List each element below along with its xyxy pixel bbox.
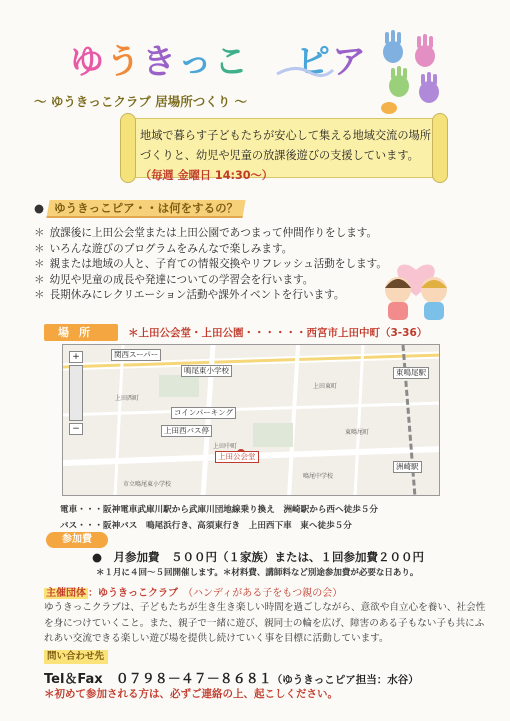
handprints-icon	[375, 30, 447, 114]
intro-scroll	[118, 112, 450, 184]
contact-label: 問い合わせ先	[44, 650, 108, 664]
intro-body: 地域で暮らす子どもたちが安心して集える地域交流の場所づくりと、幼児や児童の放課後遊びの支援しています。	[140, 129, 431, 162]
map-label-hall: 上田公会堂	[215, 451, 259, 463]
map-area-label: 市立鳴尾東小学校	[123, 481, 172, 488]
map-roads	[63, 345, 440, 496]
page-title	[70, 40, 368, 84]
fee-main-text: 月参加費 ５００円（１家族）または、１回参加費２００円	[113, 550, 425, 564]
activity-list	[34, 226, 414, 304]
map-label-supermarket: 関西スーパー	[111, 349, 161, 361]
asterisk-icon: ＊	[34, 242, 45, 255]
activity-text: いろんな遊びのプログラムをみんなで楽しみます。	[49, 242, 293, 255]
map-label-station-east: 東鳴尾駅	[393, 367, 429, 379]
intro-schedule: （毎週 金曜日 14:30～）	[140, 169, 273, 182]
activity-text: 放課後に上田公会堂または上田公園であつまって仲間作りをします。	[49, 227, 378, 239]
first-time-notice: ＊初めて参加される方は、必ずご連絡の上、起こしください。	[44, 688, 338, 700]
list-item	[34, 242, 414, 258]
organizer-label: 主催団体	[46, 588, 86, 599]
map-zoom-control[interactable]	[69, 351, 83, 437]
intro-text	[140, 126, 435, 186]
fee-label: 参加費	[46, 532, 108, 548]
activities-heading-text: ゆうきっこピア・・は何をするの？	[54, 201, 239, 215]
map-area-label: 上田中町	[213, 443, 238, 450]
organizer-note: （ハンディがある子をもつ親の会）	[188, 588, 343, 599]
subtitle: ～ ゆうきっこクラブ 居場所つくり ～	[34, 94, 248, 109]
transit-train: 電車・・・阪神電車武庫川駅から武庫川団地線乗り換え 洲崎駅から西へ徒歩５分	[60, 505, 378, 515]
transit-bus: バス・・・阪神バス 鳴尾浜行き、高須東行き 上田西下車 東へ徒歩５分	[60, 521, 352, 531]
contact-phone-line	[44, 668, 484, 687]
zoom-slider[interactable]	[69, 365, 83, 421]
fee-main	[92, 549, 425, 565]
asterisk-icon: ＊	[34, 258, 45, 271]
title-char: っ	[178, 42, 214, 82]
map-area-label: 東鳴尾町	[345, 429, 370, 436]
title-char: ゆ	[70, 42, 106, 82]
transit-info	[60, 502, 460, 534]
title-char: ピ	[296, 42, 332, 82]
title-char: き	[142, 42, 178, 82]
list-item	[34, 257, 414, 273]
organizer-line: 主催団体 ：ゆうきっこクラブ （ハンディがある子をもつ親の会）	[46, 588, 343, 599]
phone-number: Tel＆Fax ０７９８－４７－８６８１	[44, 672, 272, 687]
map-label-parking: コインパーキング	[171, 407, 236, 419]
asterisk-icon: ＊	[34, 289, 45, 302]
activity-text: 幼児や児童の成長や発達についての学習会を行います。	[49, 273, 314, 286]
activities-heading	[34, 200, 278, 218]
location-text: ＊上田公会堂・上田公園・・・・・・西宮市上田中町（3-36）	[128, 327, 428, 339]
map-label-bus-stop: 上田西バス停	[161, 425, 212, 437]
asterisk-icon: ＊	[34, 227, 45, 239]
list-item	[34, 226, 414, 242]
zoom-out-button[interactable]: −	[69, 423, 83, 435]
map-label-station-susaki: 洲崎駅	[393, 461, 422, 473]
activity-text: 長期休みにレクリエーション活動や課外イベントを行います。	[49, 289, 345, 302]
activity-text: 親または地域の人と、子育ての情報交換やリフレッシュ活動をします。	[49, 258, 388, 271]
map-label-school: 鳴尾東小学校	[181, 365, 232, 377]
location-label: 場所	[44, 324, 118, 341]
swirl-decoration-icon	[275, 62, 335, 82]
list-item	[34, 273, 414, 289]
organizer-name: ゆうきっこクラブ	[98, 588, 178, 599]
children-illustration-icon	[372, 260, 460, 322]
map-area-label: 鳴尾中学校	[303, 473, 334, 480]
list-item	[34, 288, 414, 304]
access-map[interactable]	[62, 344, 440, 496]
contact-person: （ゆうきっこピア担当：水谷）	[271, 674, 419, 686]
title-char: ア	[332, 42, 368, 82]
zoom-in-button[interactable]: +	[69, 351, 83, 363]
bullet-icon: ●	[92, 550, 114, 564]
map-area-label: 上田西町	[115, 395, 140, 402]
title-char: こ	[214, 42, 250, 82]
asterisk-icon: ＊	[34, 273, 45, 286]
organizer-description: ゆうきっこクラブは、子どもたちが生き生き楽しい時間を過ごしながら、意欲や自立心を養い、社会性を身につけていくこと。また、親子で一緒に遊び、親同士の輪を広げ、障害のある子もない子も共にふれあい交流できる楽しい遊び場を提供し続けていく事を目標に活動しています。	[44, 602, 486, 644]
map-area-label: 上田東町	[313, 383, 338, 390]
scroll-curl-left	[120, 113, 136, 183]
bullet-icon: ●	[34, 201, 45, 215]
fee-note: ＊１月に４回～５回開催します。＊材料費、講師料など別途参加費が必要な日あり。	[96, 568, 419, 578]
title-char: う	[106, 42, 142, 82]
